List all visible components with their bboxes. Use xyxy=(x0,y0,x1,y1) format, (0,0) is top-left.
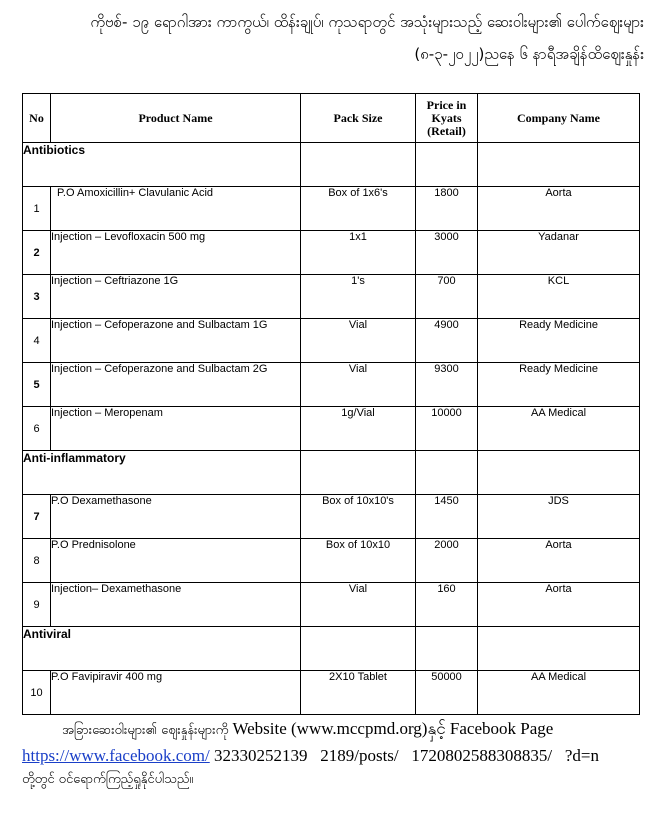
price: 3000 xyxy=(416,231,478,275)
price: 1450 xyxy=(416,495,478,539)
category-row xyxy=(23,451,640,495)
product-name: Injection– Dexamethasone xyxy=(51,583,301,627)
row-number: 10 xyxy=(23,671,51,715)
header-pack-size: Pack Size xyxy=(301,94,416,143)
company-name: Aorta xyxy=(478,187,640,231)
product-name: P.O Favipiravir 400 mg xyxy=(51,671,301,715)
product-name: Injection – Meropenam xyxy=(51,407,301,451)
table-row xyxy=(23,495,640,539)
category-label: Antibiotics xyxy=(23,143,301,187)
price: 10000 xyxy=(416,407,478,451)
pack-size: Vial xyxy=(301,363,416,407)
price: 160 xyxy=(416,583,478,627)
pack-size: Vial xyxy=(301,583,416,627)
table-row xyxy=(23,407,640,451)
product-name: Injection – Levofloxacin 500 mg xyxy=(51,231,301,275)
company-name: AA Medical xyxy=(478,671,640,715)
table-row xyxy=(23,539,640,583)
company-name: KCL xyxy=(478,275,640,319)
product-name: P.O Dexamethasone xyxy=(51,495,301,539)
footer-note-prefix: အခြားဆေးဝါးများ၏ ဈေးနှုန်းများကို xyxy=(62,723,229,738)
pack-size: Box of 1x6's xyxy=(301,187,416,231)
company-name: JDS xyxy=(478,495,640,539)
facebook-link-path: 32330252139 2189/posts/ 1720802588308835/ ?d=n xyxy=(209,746,600,765)
pack-size: 2X10 Tablet xyxy=(301,671,416,715)
footer-website-text: Website (www.mccpmd.org)နှင့် Facebook Page xyxy=(232,719,554,738)
row-number: 3 xyxy=(23,275,51,319)
company-name: Ready Medicine xyxy=(478,363,640,407)
pack-size: 1x1 xyxy=(301,231,416,275)
footer-note-line3: တို့တွင် ဝင်ရောက်ကြည့်ရှုနိုင်ပါသည်။ xyxy=(22,772,194,787)
document-subtitle-date: (၈-၃-၂၀၂၂)ညနေ ၆ နာရီအချိန်ထိဈေးနှုန်း xyxy=(414,45,644,63)
product-name: Injection – Cefoperazone and Sulbactam 1G xyxy=(51,319,301,363)
category-row xyxy=(23,143,640,187)
product-name: P.O Prednisolone xyxy=(51,539,301,583)
price: 4900 xyxy=(416,319,478,363)
company-name: Aorta xyxy=(478,539,640,583)
category-row xyxy=(23,627,640,671)
table-row xyxy=(23,671,640,715)
row-number: 2 xyxy=(23,231,51,275)
pack-size: Box of 10x10 xyxy=(301,539,416,583)
table-row xyxy=(23,319,640,363)
price-table xyxy=(22,93,640,715)
product-name: Injection – Ceftriazone 1G xyxy=(51,275,301,319)
pack-size: Box of 10x10's xyxy=(301,495,416,539)
company-name: Yadanar xyxy=(478,231,640,275)
pack-size: 1's xyxy=(301,275,416,319)
header-company-name: Company Name xyxy=(478,94,640,143)
price: 1800 xyxy=(416,187,478,231)
product-name: P.O Amoxicillin+ Clavulanic Acid xyxy=(51,187,301,231)
row-number: 1 xyxy=(23,187,51,231)
row-number: 8 xyxy=(23,539,51,583)
price: 9300 xyxy=(416,363,478,407)
table-row xyxy=(23,187,640,231)
price: 2000 xyxy=(416,539,478,583)
row-number: 7 xyxy=(23,495,51,539)
table-row xyxy=(23,363,640,407)
company-name: Aorta xyxy=(478,583,640,627)
document-title: ကိုဗစ်- ၁၉ ရောဂါအား ကာကွယ်၊ ထိန်းချုပ်၊ ကုသရာတွင် အသုံးများသည့် ဆေးဝါးများ၏ ပေါက်ဈေးများ xyxy=(90,13,644,31)
price: 50000 xyxy=(416,671,478,715)
row-number: 4 xyxy=(23,319,51,363)
company-name: AA Medical xyxy=(478,407,640,451)
table-row xyxy=(23,583,640,627)
footer-note-line1 xyxy=(62,719,644,741)
pack-size: 1g/Vial xyxy=(301,407,416,451)
pack-size: Vial xyxy=(301,319,416,363)
row-number: 6 xyxy=(23,407,51,451)
row-number: 9 xyxy=(23,583,51,627)
price: 700 xyxy=(416,275,478,319)
table-row xyxy=(23,275,640,319)
product-name: Injection – Cefoperazone and Sulbactam 2G xyxy=(51,363,301,407)
header-no: No xyxy=(23,94,51,143)
header-price: Price in Kyats (Retail) xyxy=(416,94,478,143)
company-name: Ready Medicine xyxy=(478,319,640,363)
category-label: Anti-inflammatory xyxy=(23,451,301,495)
table-row xyxy=(23,231,640,275)
header-product-name: Product Name xyxy=(51,94,301,143)
facebook-link[interactable]: https://www.facebook.com/ xyxy=(22,746,210,765)
footer-note-line2 xyxy=(22,745,644,767)
category-label: Antiviral xyxy=(23,627,301,671)
table-header-row xyxy=(23,94,640,143)
row-number: 5 xyxy=(23,363,51,407)
